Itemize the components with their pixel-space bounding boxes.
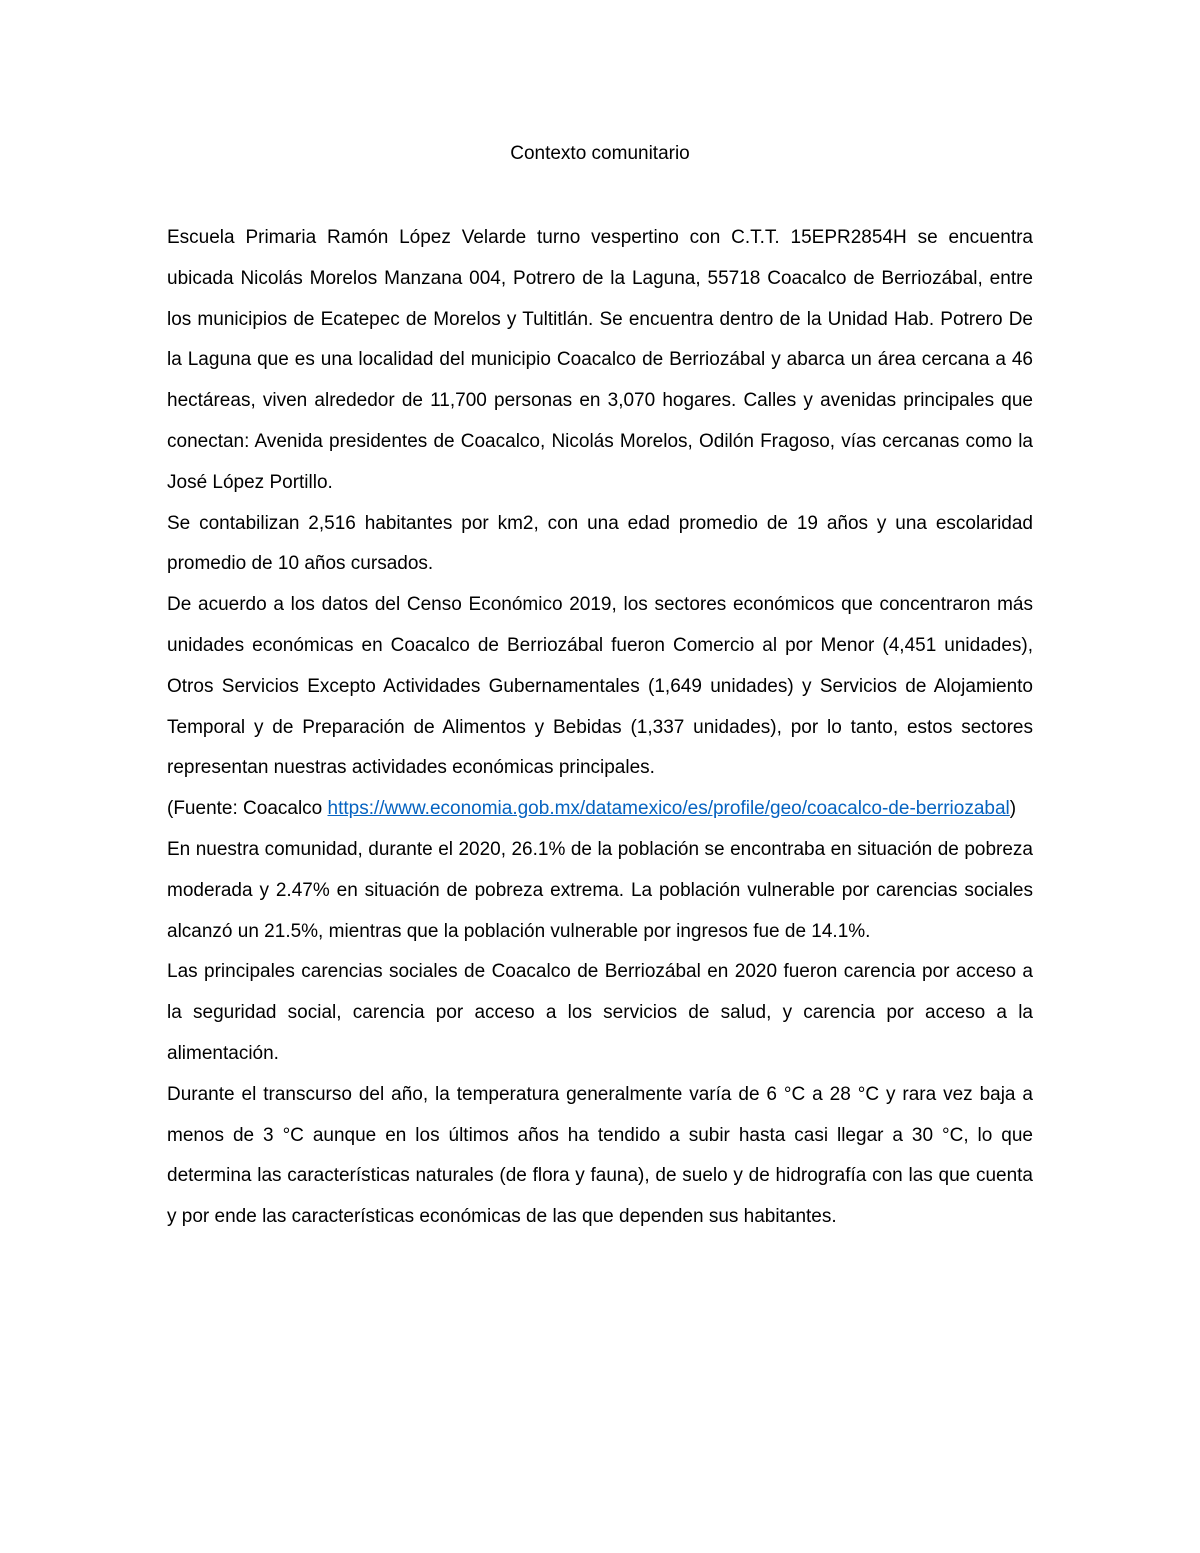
paragraph-population-density: Se contabilizan 2,516 habitantes por km2, con una edad promedio de 19 años y una escolaridad promedio de 10 años cursados.	[167, 512, 1033, 575]
source-label: (Fuente: Coacalco	[167, 798, 328, 820]
paragraph-source	[167, 789, 1033, 830]
page-title: Contexto comunitario	[510, 143, 690, 164]
paragraph-economic-sectors: De acuerdo a los datos del Censo Económico 2019, los sectores económicos que concentraron más unidades económicas en Coacalco de Berriozábal fueron Comercio al por Menor (4,451 unidades), Otros Servicios Excepto Actividades Gubernamentales (1,649 unidades) y Servicios de Alojamiento Temporal y de Preparación de Alimentos y Bebidas (1,337 unidades), por lo tanto, estos sectores representan nuestras actividades económicas principales.	[167, 594, 1033, 779]
paragraph-social-deficiencies: Las principales carencias sociales de Coacalco de Berriozábal en 2020 fueron carencia por acceso a la seguridad social, carencia por acceso a los servicios de salud, y carencia por acceso a la alimentación.	[167, 961, 1033, 1064]
paragraph-school-location: Escuela Primaria Ramón López Velarde turno vespertino con C.T.T. 15EPR2854H se encuentra ubicada Nicolás Morelos Manzana 004, Potrero de la Laguna, 55718 Coacalco de Berriozábal, entre los municipios de Ecatepec de Morelos y Tultitlán. Se encuentra dentro de la Unidad Hab. Potrero De la Laguna que es una localidad del municipio Coacalco de Berriozábal y abarca un área cercana a 46 hectáreas, viven alrededor de 11,700 personas en 3,070 hogares. Calles y avenidas principales que conectan: Avenida presidentes de Coacalco, Nicolás Morelos, Odilón Fragoso, vías cercanas como la José López Portillo.	[167, 227, 1033, 493]
document-body	[167, 218, 1033, 1238]
paragraph-poverty: En nuestra comunidad, durante el 2020, 26.1% de la población se encontraba en situación de pobreza moderada y 2.47% en situación de pobreza extrema. La población vulnerable por carencias sociales alcanzó un 21.5%, mientras que la población vulnerable por ingresos fue de 14.1%.	[167, 838, 1033, 942]
paragraph-climate: Durante el transcurso del año, la temperatura generalmente varía de 6 °C a 28 °C y rara vez baja a menos de 3 °C aunque en los últimos años ha tendido a subir hasta casi llegar a 30 °C, lo que determina las características naturales (de flora y fauna), de suelo y de hidrografía con las que cuenta y por ende las características económicas de las que dependen sus habitantes.	[167, 1083, 1033, 1228]
source-link[interactable]: https://www.economia.gob.mx/datamexico/es/profile/geo/coacalco-de-berriozabal	[327, 798, 1010, 820]
source-close: )	[1009, 798, 1017, 820]
